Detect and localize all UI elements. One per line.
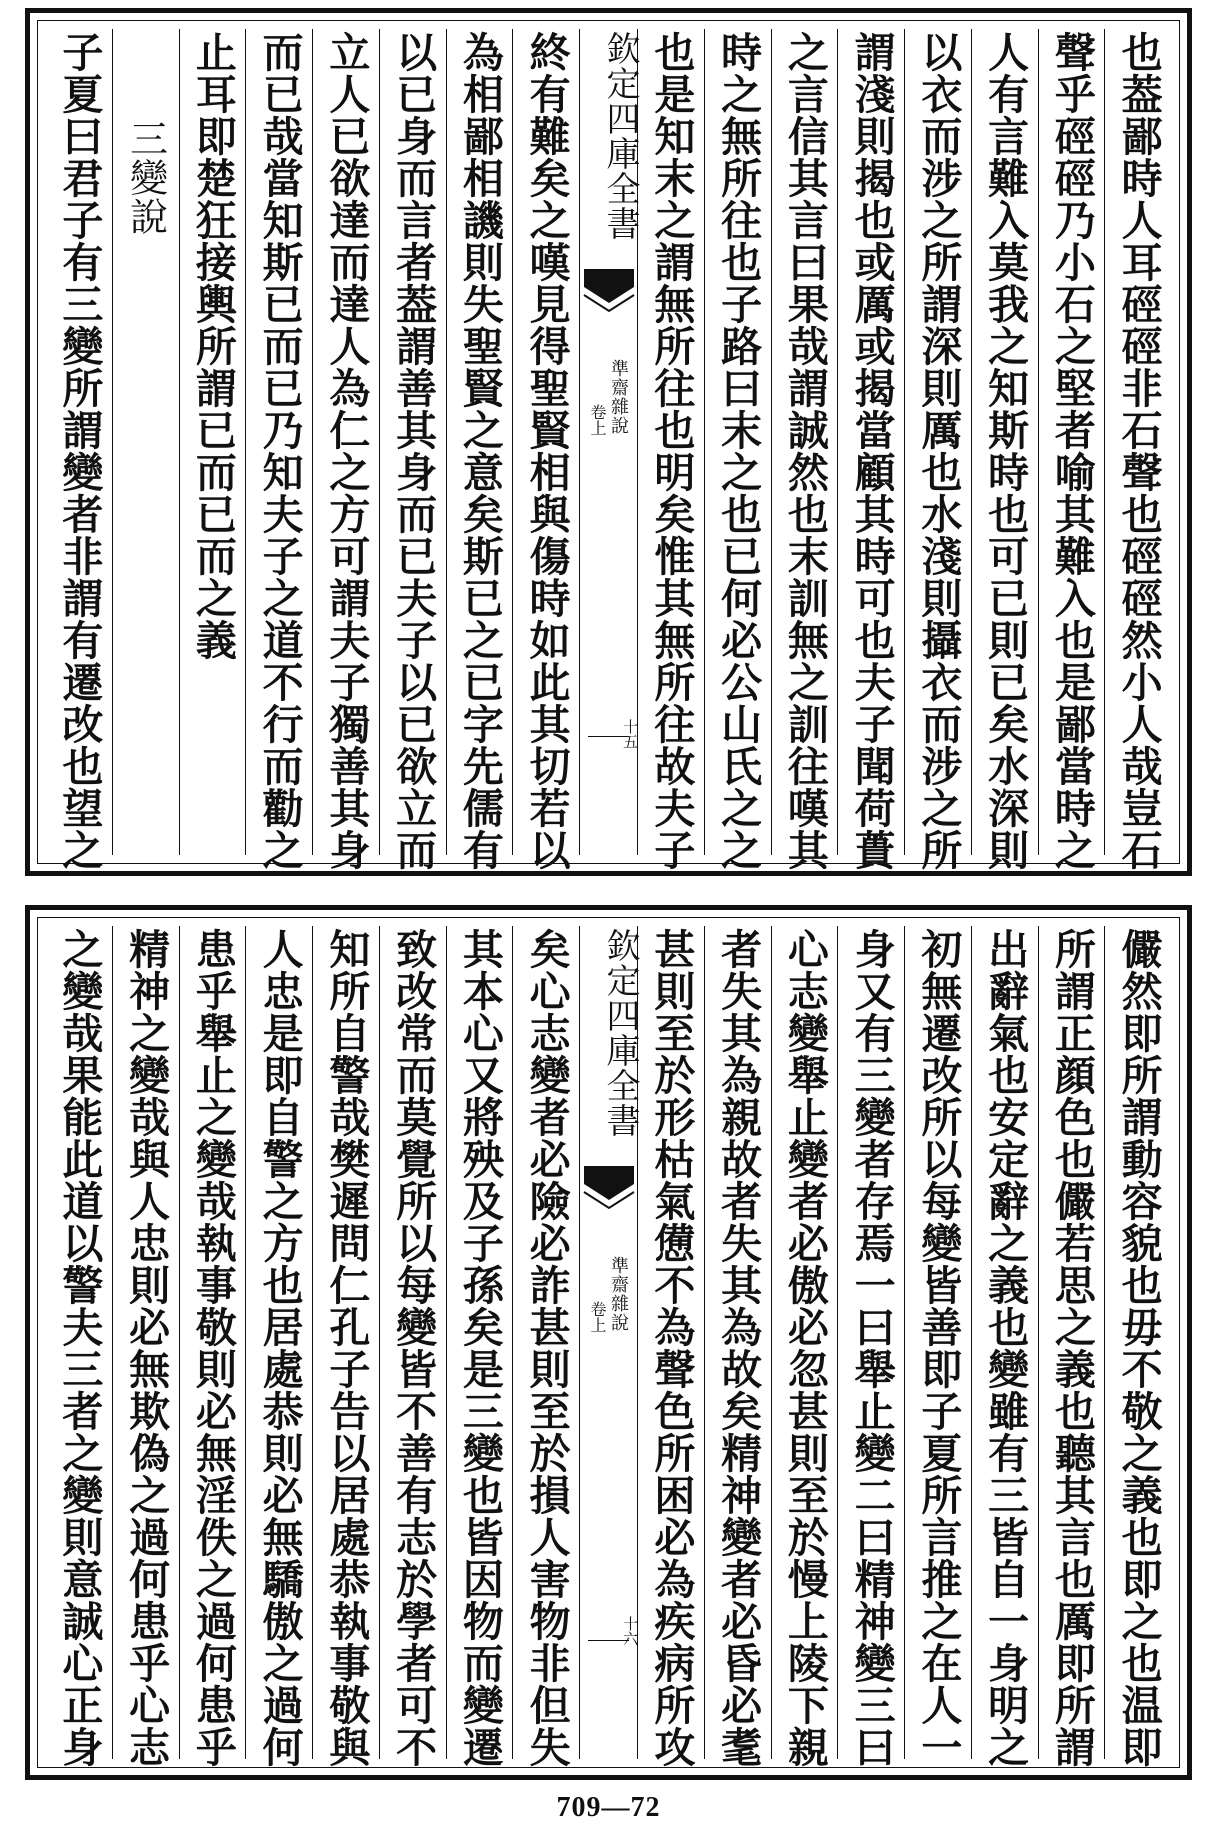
collection-title: 欽定四庫全書 <box>600 928 640 1138</box>
top-page-columns <box>46 29 1171 871</box>
column-text: 知所自警哉樊遲問仁孔子告以居處恭執事敬與 <box>322 928 371 1768</box>
text-column <box>312 926 379 1768</box>
bottom-page-frame <box>25 905 1192 1780</box>
center-fold-column <box>579 926 640 1759</box>
volume-label: 卷上 <box>588 404 607 436</box>
column-text: 止耳即楚狂接輿所謂已而已而之義 <box>188 31 237 661</box>
folio-number: 十五 <box>621 719 639 749</box>
fold-divider <box>588 736 629 737</box>
column-text: 聲乎硜硜乃小石之堅者喻其難入也是鄙當時之 <box>1047 31 1096 871</box>
column-text: 甚則至於形枯氣憊不為聲色所困必為疾病所攻 <box>647 928 696 1768</box>
column-text: 出辭氣也安定辭之義也變雖有三皆自一身明之 <box>981 928 1030 1768</box>
text-column <box>112 926 179 1768</box>
column-text: 之言信其言曰果哉謂誠然也末訓無之訓往嘆其 <box>780 31 829 871</box>
column-text: 所謂正顔色也儼若思之義也聽其言也厲即所謂 <box>1047 928 1096 1768</box>
column-text: 矣心志變者必險必詐甚則至於損人害物非但失 <box>522 928 571 1768</box>
fold-divider <box>588 1640 629 1641</box>
volume-label: 卷上 <box>588 1301 607 1333</box>
text-column <box>771 926 838 1768</box>
text-column <box>179 29 246 855</box>
folio-number: 十六 <box>621 1616 639 1646</box>
text-column <box>704 926 771 1768</box>
column-text: 精神之變哉與人忠則必無欺偽之過何患乎心志 <box>122 928 171 1768</box>
book-name: 準齋雜說 <box>608 1256 629 1332</box>
text-column <box>971 926 1038 1768</box>
top-page-frame <box>25 8 1192 876</box>
column-text: 初無遷改所以每變皆善即子夏所言推之在人一 <box>914 928 963 1768</box>
collection-title: 欽定四庫全書 <box>600 31 640 241</box>
text-column <box>446 926 513 1768</box>
column-text: 人忠是即自警之方也居處恭則必無驕傲之過何 <box>255 928 304 1768</box>
text-column <box>971 29 1038 871</box>
column-text: 為相鄙相譏則失聖賢之意矣斯已之已字先儒有 <box>455 31 504 871</box>
text-column <box>46 926 112 1768</box>
text-column <box>512 29 579 871</box>
center-fold-column <box>579 29 640 855</box>
column-text: 其本心又將殃及子孫矣是三變也皆因物而變遷 <box>455 928 504 1768</box>
text-column <box>245 29 312 871</box>
text-column <box>312 29 379 871</box>
text-column <box>46 29 112 871</box>
column-text: 子夏曰君子有三變所謂變者非謂有遷改也望之 <box>55 31 104 871</box>
text-column <box>512 926 579 1768</box>
text-column <box>1104 926 1171 1768</box>
column-text: 以衣而涉之所謂深則厲也水淺則攝衣而涉之所 <box>914 31 963 871</box>
text-column <box>179 926 246 1768</box>
column-text: 謂淺則揭也或厲或揭當顧其時可也夫子聞荷蕢 <box>847 31 896 871</box>
book-name: 準齋雜說 <box>608 359 629 435</box>
text-column <box>245 926 312 1768</box>
column-text: 人有言難入莫我之知斯時也可已則已矣水深則 <box>981 31 1030 871</box>
text-column <box>837 29 904 871</box>
column-text: 時之無所往也子路曰末之也已何必公山氏之之 <box>714 31 763 871</box>
text-column <box>1038 926 1105 1768</box>
text-column <box>837 926 904 1768</box>
text-column <box>904 29 971 871</box>
section-heading: 三變說 <box>123 119 168 236</box>
column-text: 者失其為親故者失其為故矣精神變者必昏必耄 <box>714 928 763 1768</box>
text-column <box>379 926 446 1768</box>
column-text: 之變哉果能此道以警夫三者之變則意誠心正身 <box>55 928 104 1768</box>
text-column <box>771 29 838 871</box>
column-text: 儼然即所謂動容貌也毋不敬之義也即之也温即 <box>1114 928 1163 1768</box>
text-column <box>637 29 704 871</box>
column-text: 也是知末之謂無所往也明矣惟其無所往故夫子 <box>647 31 696 871</box>
column-text: 致改常而莫覺所以每變皆不善有志於學者可不 <box>389 928 438 1768</box>
text-column <box>637 926 704 1768</box>
fish-tail-mark <box>580 1166 638 1226</box>
text-column <box>1104 29 1171 871</box>
text-column <box>379 29 446 871</box>
column-text: 也葢鄙時人耳硜硜非石聲也硜硜然小人哉豈石 <box>1114 31 1163 871</box>
text-column <box>704 29 771 871</box>
column-text: 以已身而言者葢謂善其身而已夫子以已欲立而 <box>389 31 438 871</box>
bottom-page-columns <box>46 926 1171 1768</box>
column-text: 身又有三變者存焉一曰舉止變二曰精神變三曰 <box>847 928 896 1768</box>
section-heading-column <box>112 29 179 855</box>
text-column <box>446 29 513 871</box>
column-text: 終有難矣之嘆見得聖賢相與傷時如此其切若以 <box>522 31 571 871</box>
page-number: 709—72 <box>556 1792 661 1823</box>
fish-tail-mark <box>580 269 638 329</box>
column-text: 立人已欲達而達人為仁之方可謂夫子獨善其身 <box>322 31 371 871</box>
column-text: 患乎舉止之變哉執事敬則必無淫佚之過何患乎 <box>188 928 237 1768</box>
text-column <box>904 926 971 1768</box>
text-column <box>1038 29 1105 871</box>
column-text: 而已哉當知斯已而已乃知夫子之道不行而勸之 <box>255 31 304 871</box>
column-text: 心志變舉止變者必傲必忽甚則至於慢上陵下親 <box>780 928 829 1768</box>
